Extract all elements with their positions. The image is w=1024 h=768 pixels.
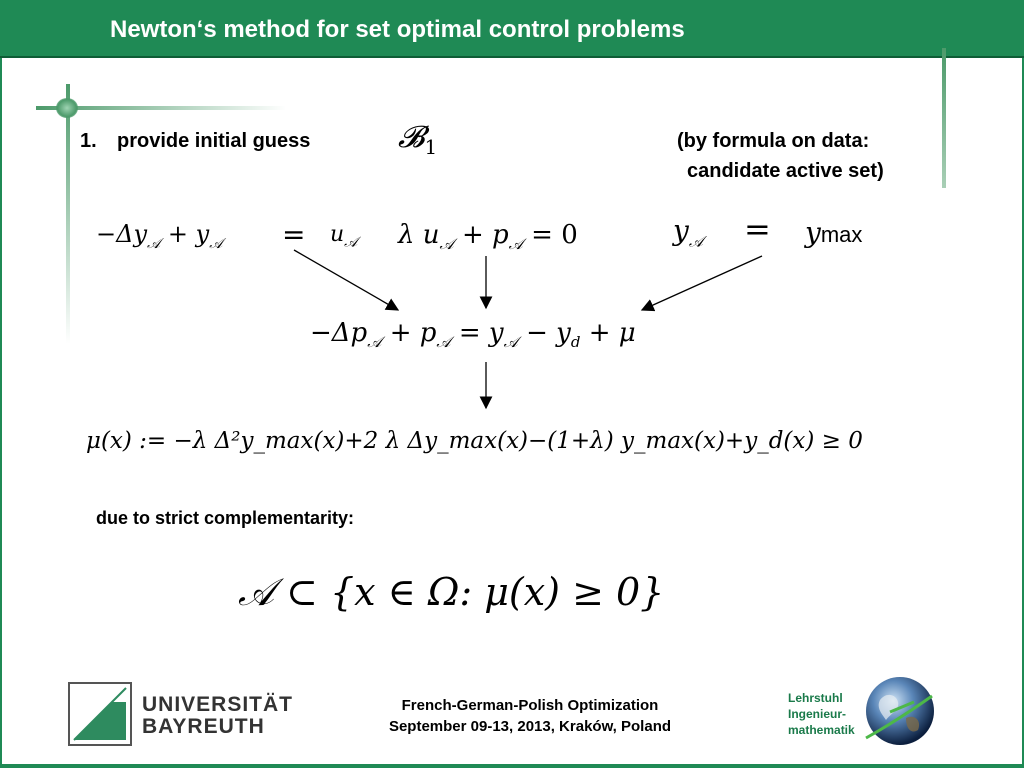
conference-line2: September 09-13, 2013, Kraków, Poland xyxy=(388,718,672,735)
conference-line1: French-German-Polish Optimization xyxy=(401,697,659,714)
slide-title: Newton‘s method for set optimal control problems xyxy=(110,16,685,43)
chair-name xyxy=(788,690,855,738)
state-equation: $-\Delta y_𝒜 + y_𝒜$ xyxy=(96,220,223,252)
university-logo-icon xyxy=(70,684,130,744)
note-line1: (by formula on data: xyxy=(677,130,870,152)
due-text: due to strict complementarity: xyxy=(96,508,355,528)
step-number: 1. xyxy=(80,130,97,152)
chair-line3: mathematik xyxy=(788,723,855,737)
university-logo xyxy=(68,682,132,746)
university-name-line2: BAYREUTH xyxy=(142,715,265,738)
active-set-rhs: ymax xyxy=(805,216,863,249)
note-line2: candidate active set) xyxy=(687,160,884,182)
university-name xyxy=(142,694,293,738)
chair-line2: Ingenieur- xyxy=(788,707,847,721)
step-text: provide initial guess xyxy=(117,130,311,152)
state-equals: = xyxy=(282,218,306,251)
final-formula: 𝒜 ⊂ {x ∈ Ω: μ(x) ≥ 0} xyxy=(238,570,665,614)
university-name-line1: UNIVERSITÄT xyxy=(142,693,294,716)
chair-line1: Lehrstuhl xyxy=(788,691,843,705)
conference-info xyxy=(330,695,730,737)
guess-subscript: 1 xyxy=(424,135,438,159)
footer-line xyxy=(0,764,1024,768)
optimality-equation: λ $u_𝒜 + p_𝒜 = 0$ xyxy=(398,220,578,254)
adjoint-equation: $-\Delta p_𝒜 + p_𝒜 = y_𝒜 - y_d + \mu$ xyxy=(310,318,636,352)
active-set-equation: $y_𝒜$ xyxy=(673,214,704,251)
arrow-right xyxy=(642,256,762,310)
arrow-left xyxy=(294,250,398,310)
state-rhs: $u_𝒜$ xyxy=(330,222,358,251)
active-set-equals: = xyxy=(744,210,771,248)
mu-definition: μ(x) := −λ Δ²y_max(x)+2 λ Δy_max(x)−(1+λ) y_max(x)+y_d(x) ≥ 0 xyxy=(86,428,863,454)
guess-B: 𝓑 xyxy=(398,120,425,155)
globe-logo-icon xyxy=(862,674,936,748)
